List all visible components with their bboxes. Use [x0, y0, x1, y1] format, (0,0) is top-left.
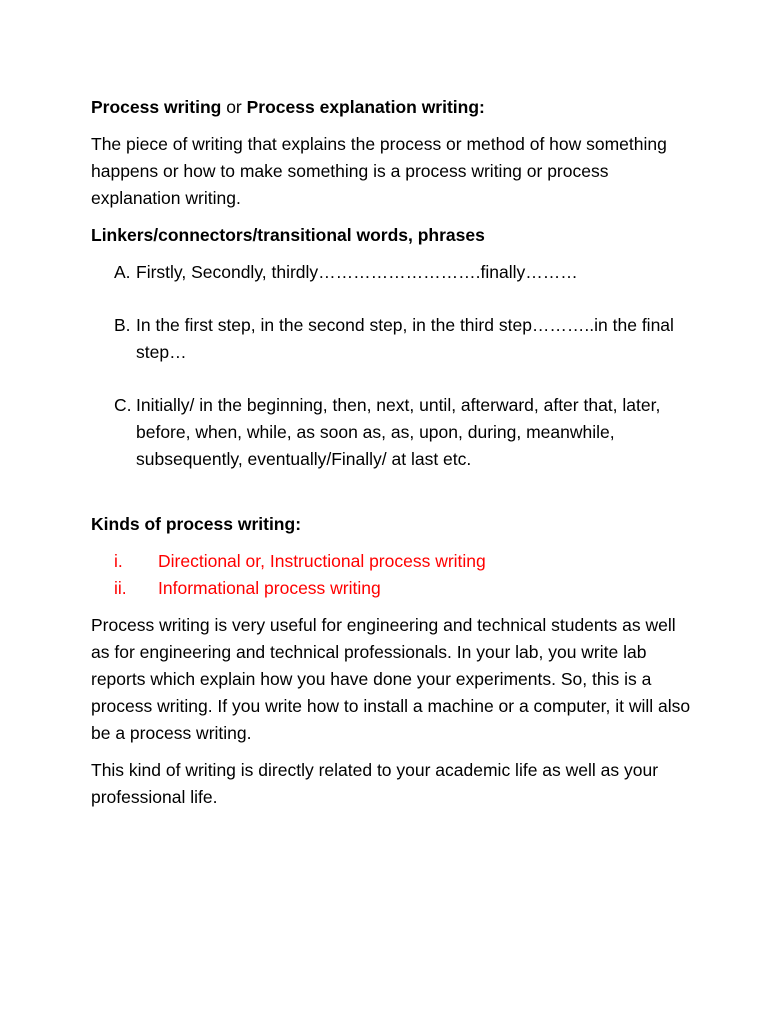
list-item-text: Informational process writing — [158, 578, 381, 598]
list-item — [91, 548, 691, 575]
list-item — [91, 575, 691, 602]
list-item-text: Directional or, Instructional process writing — [158, 551, 486, 571]
list-item-text: Firstly, Secondly, thirdly……………………….finally……… — [136, 262, 578, 282]
linkers-heading: Linkers/connectors/transitional words, phrases — [91, 225, 485, 245]
list-marker: A. — [114, 262, 131, 282]
title-connector: or — [221, 97, 247, 117]
title-part-2: Process explanation writing: — [246, 97, 485, 117]
body-paragraph: Process writing is very useful for engineering and technical students as well as for engineering and technical professionals. In your lab, you write lab reports which explain how you have done your experiments. So, this is a process writing. If you write how to install a machine or a computer, it will also be a process writing. — [91, 615, 691, 743]
document-title — [91, 94, 691, 121]
list-item-text: In the first step, in the second step, in the third step………..in the final step… — [136, 315, 674, 362]
list-item — [91, 259, 691, 286]
list-item-text: Initially/ in the beginning, then, next, until, afterward, after that, later, before, when, while, as soon as, as, upon, during, meanwhile, subsequently, eventually/Finally/ at last etc. — [136, 395, 661, 469]
list-marker: C. — [114, 395, 132, 415]
title-part-1: Process writing — [91, 97, 222, 117]
intro-paragraph: The piece of writing that explains the process or method of how something happens or how to make something is a process writing or process explanation writing. — [91, 134, 667, 208]
linkers-list — [91, 259, 691, 473]
list-marker: i. — [114, 551, 123, 571]
list-marker: B. — [114, 315, 131, 335]
body-paragraph: This kind of writing is directly related to your academic life as well as your professional life. — [91, 760, 659, 807]
list-item — [91, 312, 691, 366]
list-marker: ii. — [114, 578, 127, 598]
kinds-heading: Kinds of process writing: — [91, 514, 302, 534]
kinds-list — [91, 548, 691, 602]
list-item — [91, 392, 691, 473]
document-page — [91, 94, 691, 811]
